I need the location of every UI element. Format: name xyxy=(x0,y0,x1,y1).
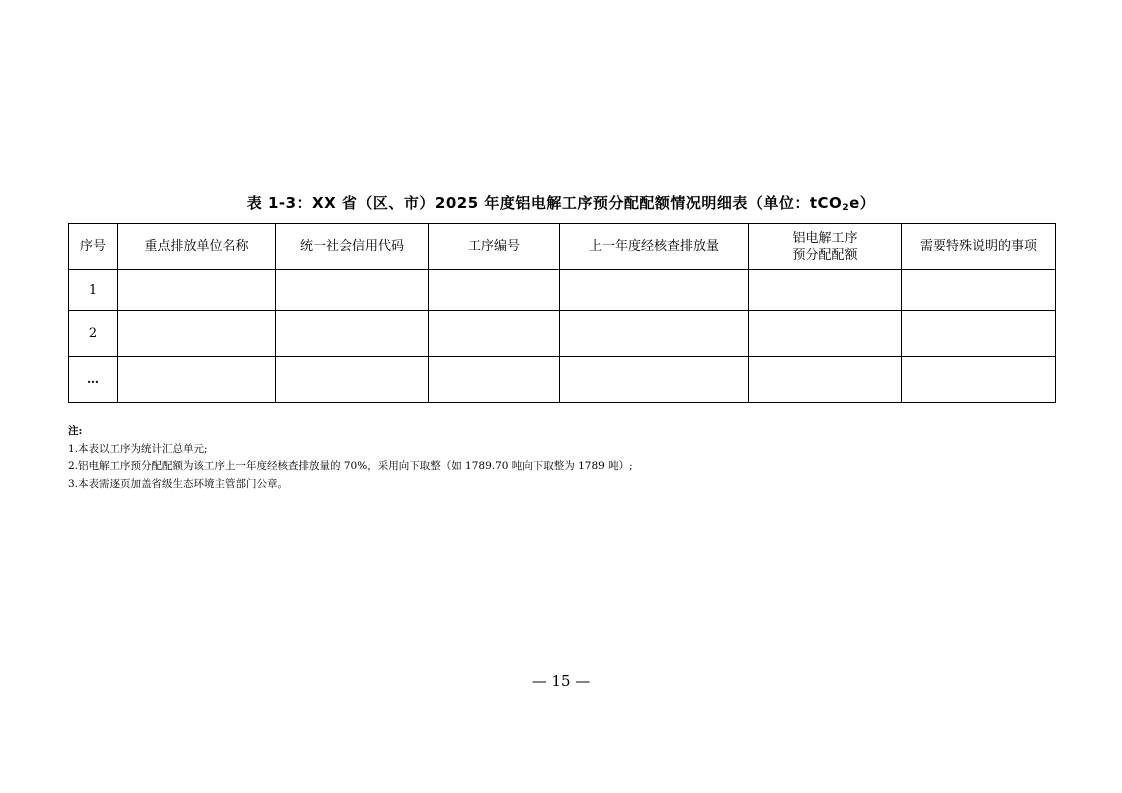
note-item: 3.本表需逐页加盖省级生态环境主管部门公章。 xyxy=(68,477,289,490)
table-cell xyxy=(560,357,749,403)
notes-section xyxy=(68,423,1068,493)
table-cell xyxy=(902,270,1056,311)
table-cell xyxy=(902,357,1056,403)
table-cell xyxy=(276,357,429,403)
header-verified-emissions: 上一年度经核查排放量 xyxy=(560,224,749,270)
table-cell xyxy=(118,270,276,311)
table-cell xyxy=(429,311,560,357)
table-title-main: 表 1-3：XX 省（区、市）2025 年度铝电解工序预分配配额情况明细表（单位：tCO xyxy=(246,194,843,212)
table-cell xyxy=(118,357,276,403)
allocation-table xyxy=(68,223,1056,403)
table-title-tail: e） xyxy=(849,194,876,212)
table-row xyxy=(69,357,1056,403)
row-index: 1 xyxy=(69,270,118,311)
table-cell xyxy=(749,311,902,357)
table-cell xyxy=(560,311,749,357)
table-cell xyxy=(902,311,1056,357)
header-credit-code: 统一社会信用代码 xyxy=(276,224,429,270)
table-row xyxy=(69,311,1056,357)
table-cell xyxy=(749,357,902,403)
row-index: 2 xyxy=(69,311,118,357)
header-serial-number: 序号 xyxy=(69,224,118,270)
table-header-row xyxy=(69,224,1056,270)
header-special-notes: 需要特殊说明的事项 xyxy=(902,224,1056,270)
header-process-number: 工序编号 xyxy=(429,224,560,270)
table-cell xyxy=(276,311,429,357)
table-row xyxy=(69,270,1056,311)
table-cell xyxy=(560,270,749,311)
table-cell xyxy=(749,270,902,311)
header-preallocated-quota: 铝电解工序 预分配配额 xyxy=(749,224,902,270)
table-title-subscript: 2 xyxy=(842,203,850,213)
table-cell xyxy=(429,270,560,311)
table-title xyxy=(0,192,1122,213)
note-item: 1.本表以工序为统计汇总单元; xyxy=(68,442,208,455)
table-cell xyxy=(276,270,429,311)
page-number: — 15 — xyxy=(531,672,591,690)
header-entity-name: 重点排放单位名称 xyxy=(118,224,276,270)
notes-heading: 注: xyxy=(68,425,83,437)
table-cell xyxy=(118,311,276,357)
row-index: … xyxy=(69,357,118,403)
table-cell xyxy=(429,357,560,403)
note-item: 2.铝电解工序预分配配额为该工序上一年度经核查排放量的 70%，采用向下取整（如 1789.70 吨向下取整为 1789 吨）; xyxy=(68,460,633,472)
